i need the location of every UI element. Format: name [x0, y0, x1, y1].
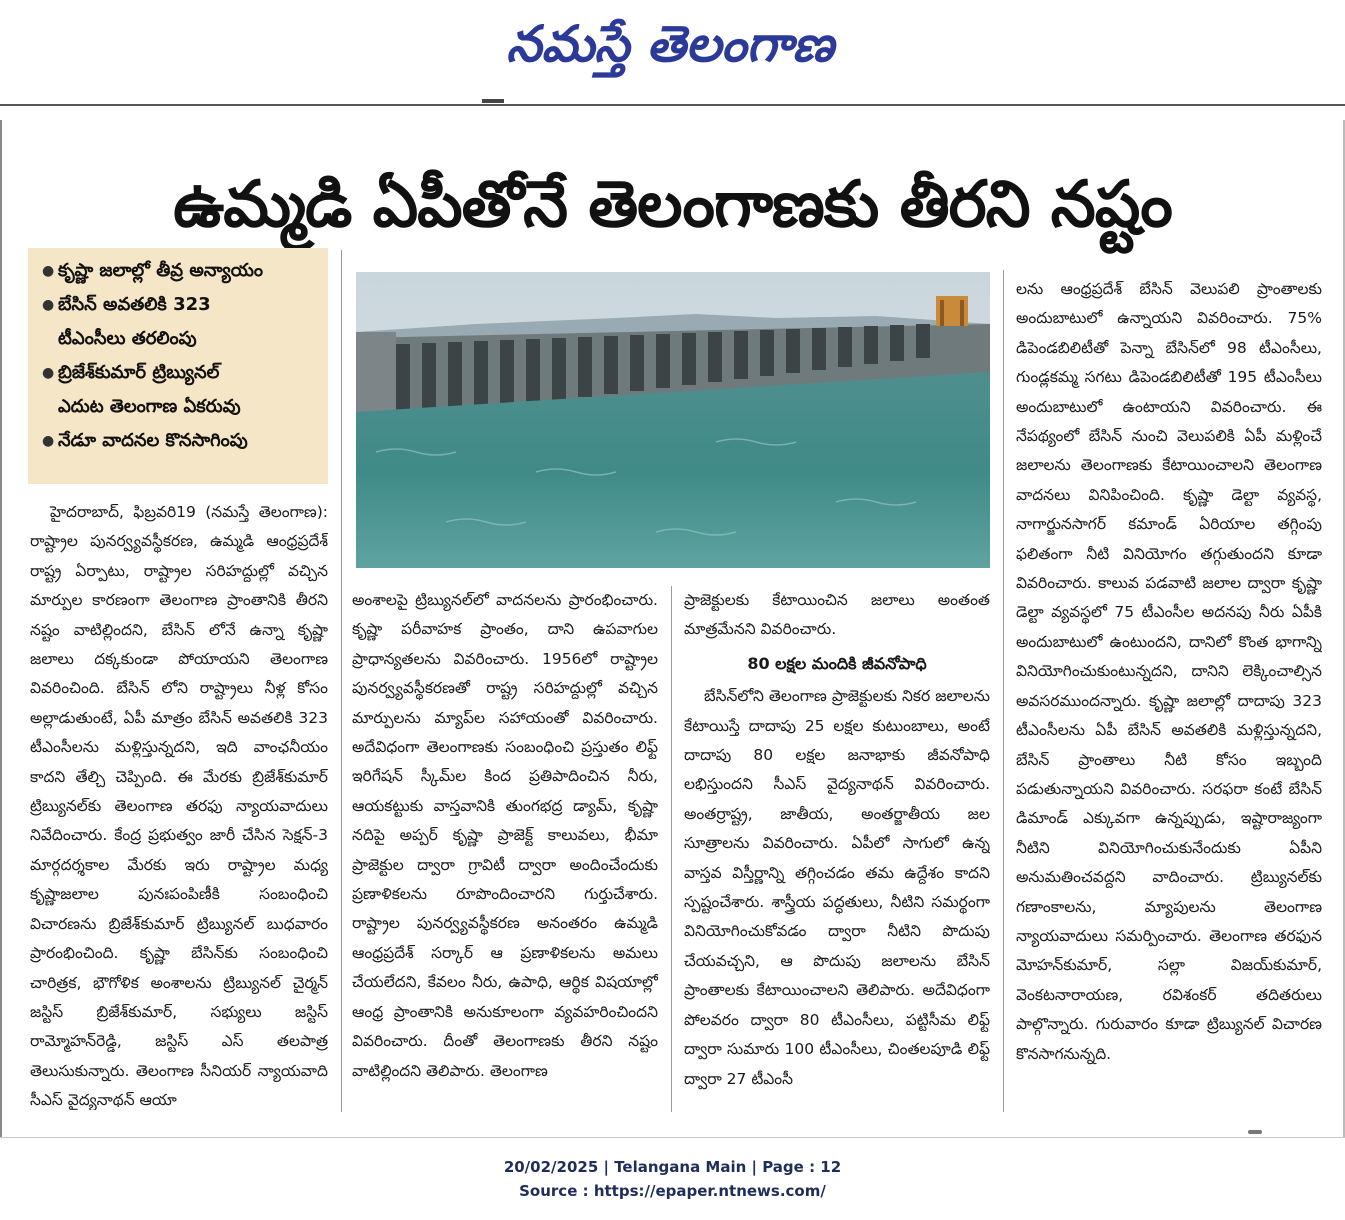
column-3-body: బేసిన్‌లోని తెలంగాణ ప్రాజెక్టులకు నికర జలాలను కేటాయిస్తే దాదాపు 25 లక్షల కుటుంబాలు, అంటే దాదాపు 80 లక్షల జనాభాకు జీవనోపాధి లభిస్తుందని సీఎస్ వైద్యనాథన్ వివరించారు. అంతర్రాష్ట్ర, జాతీయ, అంతర్జాతీయ జల సూత్రాలను వివరించారు. ఏపీలో సాగులో ఉన్న వాస్తవ విస్తీర్ణాన్ని తగ్గించడం తమ ఉద్దేశం కాదని స్పష్టంచేశారు. శాస్త్రీయ పద్ధతులు, నీటిని సమర్థంగా వినియోగించుకోవడం ద్వారా నీటిని పొదుపు చేయవచ్చని, ఆ పొదుపు జలాలను బేసిన్ ప్రాంతాలకు కేటాయించాలని తెలిపారు. అదేవిధంగా పోలవరం ద్వారా 80 టీఎంసీలు, పట్టిసీమ లిఫ్ట్ ద్వారా సుమారు 100 టీఎంసీలు, చింతలపూడి లిఫ్ట్ ద్వారా 27 టీఎంసీ — [684, 687, 990, 1088]
footer-mark — [1248, 1130, 1262, 1134]
column-divider — [341, 250, 342, 1112]
column-divider — [1003, 270, 1004, 1112]
article-column-1: హైదరాబాద్, ఫిబ్రవరి19 (నమస్తే తెలంగాణ): రాష్ట్రాల పునర్వ్యవస్థీకరణ, ఉమ్మడి ఆంధ్రప్రదేశ్ రాష్ట్ర ఏర్పాటు, రాష్ట్రాల సరిహద్దుల్లో వచ్చిన మార్పుల కారణంగా తెలంగాణ ప్రాంతానికి తీరని నష్టం వాటిల్లిందని, బేసిన్ లోనే ఉన్నా కృష్ణా జలాలు దక్కకుండా పోయాయని తెలంగాణ వివరించింది. బేసిన్ లోని రాష్ట్రాలు నీళ్ల కోసం అల్లాడుతుంటే, ఏపీ మాత్రం బేసిన్ అవతలికి 323 టీఎంసీలను మళ్లిస్తున్నదని, ఇది వాంఛనీయం కాదని తేల్చి చెప్పింది. ఈ మేరకు బ్రిజేశ్‌కుమార్ ట్రిబ్యునల్‌కు తెలంగాణ తరఫు న్యాయవాదులు నివేదించారు. కేంద్ర ప్రభుత్వం జారీ చేసిన సెక్షన్-3 మార్గదర్శకాల మేరకు ఇరు రాష్ట్రాల మధ్య కృష్ణాజలాల పునఃపంపిణీకి సంబంధించి విచారణను బ్రిజేశ్‌కుమార్ ట్రిబ్యునల్ బుధవారం ప్రారంభించింది. కృష్ణా బేసిన్‌కు సంబంధించి చారిత్రక, భౌగోళిక అంశాలను ట్రిబ్యునల్ చైర్మన్ జస్టిస్ బ్రిజేశ్‌కుమార్, సభ్యులు జస్టిస్ రామ్మోహన్‌రెడ్డి, జస్టిస్ ఎస్ తలపాత్ర తెలుసుకున్నారు. తెలంగాణ సీనియర్ న్యాయవాది సీఎస్ వైద్యనాథన్ ఆయా — [30, 503, 328, 1110]
highlight-item: ● బేసిన్ అవతలికి 323 — [42, 288, 318, 322]
masthead-mark — [482, 99, 504, 103]
subheading: 80 లక్షల మందికి జీవనోపాధి — [747, 653, 927, 673]
dam-photo — [356, 272, 990, 568]
masthead — [0, 0, 1345, 100]
bullet-icon: ● — [42, 297, 55, 313]
highlight-item-continued: ఎదుట తెలంగాణ ఏకరువు — [58, 396, 241, 417]
highlight-item: ● నేడూ వాదనల కొనసాగింపు — [42, 424, 318, 458]
article-column-4: లను ఆంధ్రప్రదేశ్ బేసిన్ వెలుపలి ప్రాంతాలకు అందుబాటులో ఉన్నాయని వివరించారు. 75% డిపెండబిలిటీతో పెన్నా బేసిన్‌లో 98 టీఎంసీలు, గుండ్లకమ్మ సగటు డిపెండబిలిటీతో 195 టీఎంసీలు అందుబాటులో ఉంటాయని వివరించారు. ఈ నేపథ్యంలో బేసిన్ నుంచి వెలుపలికి ఏపీ మళ్లించే జలాలను తెలంగాణకు కేటాయించాలని తెలంగాణ వాదనలు వినిపించింది. కృష్ణా డెల్టా వ్యవస్థ, నాగార్జునసాగర్ కమాండ్ ఏరియాల తగ్గింపు ఫలితంగా నీటి వినియోగం తగ్గుతుందని కూడా వివరించారు. కాలువ పడవాటి జలాల ద్వారా కృష్ణా డెల్టా వ్యవస్థలో 75 టీఎంసీల అదనపు నీరు ఏపీకి అందుబాటులో ఉంటుందని, దానిలో కొంత భాగాన్ని వినియోగించుకుంటున్నదని, దానిని లెక్కించాల్సిన అవసరముందన్నారు. కృష్ణా జలాల్లో దాదాపు 323 టీఎంసీలను ఏపీ బేసిన్ అవతలికి మళ్లిస్తున్నదని, బేసిన్ ప్రాంతాలు నీటి కోసం ఇబ్బంది పడుతున్నాయని వివరించారు. సరఫరా కంటే బేసిన్ డిమాండ్ ఎక్కువగా ఉన్నప్పుడు, ఇష్టారాజ్యంగా నీటిని వినియోగించుకునేందుకు ఏపీని అనుమతించవద్దని వాదించారు. ట్రిబ్యునల్‌కు గణాంకాలను, మ్యాపులను తెలంగాణ న్యాయవాదులు సమర్పించారు. తెలంగాణ తరఫున మోహన్‌కుమార్, సల్లా విజయ్‌కుమార్, వెంకటనారాయణ, రవిశంకర్ తదితరులు పాల్గొన్నారు. గురువారం కూడా ట్రిబ్యునల్ విచారణ కొనసాగనున్నది. — [1016, 280, 1322, 1063]
highlights-box — [28, 248, 328, 484]
highlight-item: ● కృష్ణా జలాల్లో తీవ్ర అన్యాయం — [42, 254, 318, 288]
column-3-intro: ప్రాజెక్టులకు కేటాయించిన జలాలు అంతంత మాత్రమేనని వివరించారు. — [684, 591, 990, 639]
newspaper-logo: నమస్తే తెలంగాణ — [506, 15, 834, 73]
article-headline: ఉమ్మడి ఏపీతోనే తెలంగాణకు తీరని నష్టం — [173, 168, 1172, 242]
highlight-item: ● బ్రిజేశ్‌కుమార్ ట్రిబ్యునల్ — [42, 356, 318, 390]
column-divider — [671, 586, 672, 1112]
edition-info: 20/02/2025 | Telangana Main | Page : 12 — [503, 1158, 842, 1176]
bullet-icon: ● — [42, 433, 55, 449]
source-link[interactable]: Source : https://epaper.ntnews.com/ — [519, 1182, 826, 1200]
bullet-icon: ● — [42, 263, 55, 279]
masthead-divider — [0, 104, 1345, 106]
highlight-item-continued: టీఎంసీలు తరలింపు — [58, 328, 197, 349]
page-border-left — [0, 120, 2, 1138]
article-column-3 — [684, 586, 990, 1110]
footer-divider — [0, 1137, 1345, 1138]
bullet-icon: ● — [42, 365, 55, 381]
article-column-2: అంశాలపై ట్రిబ్యునల్‌లో వాదనలను ప్రారంభించారు. కృష్ణా పరీవాహక ప్రాంతం, దాని ఉపవాగుల ప్రాధాన్యతలను వివరించారు. 1956లో రాష్ట్రాల పునర్వ్యవస్థీకరణతో రాష్ట్ర సరిహద్దుల్లో వచ్చిన మార్పులను మ్యాప్‌ల సహాయంతో వివరించారు. అదేవిధంగా తెలంగాణకు సంబంధించి ప్రస్తుతం లిఫ్ట్ ఇరిగేషన్ స్కీమ్‌ల కింద ప్రతిపాదించిన నీరు, ఆయకట్టుకు వాస్తవానికి తుంగభద్ర డ్యామ్, కృష్ణా నదిపై అప్పర్ కృష్ణా ప్రాజెక్ట్ కాలువలు, భీమా ప్రాజెక్టుల ద్వారా గ్రావిటీ ద్వారా అందించేందుకు ప్రణాళికలను రూపొందించారని గుర్తుచేశారు. రాష్ట్రాల పునర్వ్యవస్థీకరణ అనంతరం ఉమ్మడి ఆంధ్రప్రదేశ్ సర్కార్ ఆ ప్రణాళికలను అమలు చేయలేదని, కేవలం నీరు, ఉపాధి, ఆర్థిక విషయాల్లో ఆంధ్ర ప్రాంతానికి అనుకూలంగా వ్యవహరించిందని వివరించారు. దీంతో తెలంగాణకు తీరని నష్టం వాటిల్లిందని తెలిపారు. తెలంగాణ — [352, 591, 658, 1080]
dam-photo-illustration — [356, 272, 990, 568]
